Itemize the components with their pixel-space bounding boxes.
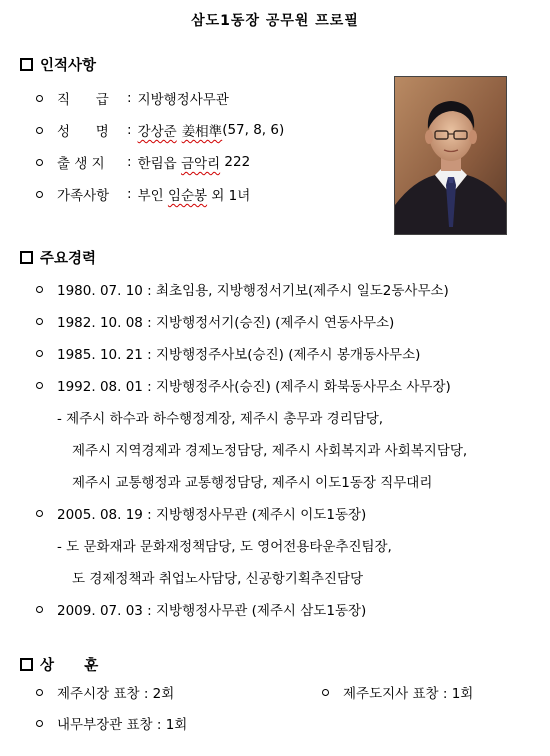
checkbox-square-icon [20, 58, 33, 71]
personal-value-family-spouse: 임순봉 [167, 188, 208, 204]
bullet-circle-icon [36, 127, 43, 134]
bullet-circle-icon [36, 720, 43, 727]
personal-value-family-pre: 부인 [137, 188, 168, 204]
career-item [36, 375, 451, 395]
bullet-circle-icon [36, 350, 43, 357]
career-text: 1982. 10. 08 : 지방행정서기(승진) (제주시 연동사무소) [57, 315, 395, 331]
personal-row-family: 가족사항 : 부인 임순봉 외 1녀 [36, 184, 250, 204]
career-text: 2005. 08. 19 : 지방행정사무관 (제주시 이도1동장) [57, 507, 367, 523]
personal-value-hanja: 姜相準 [181, 124, 223, 140]
award-item [322, 682, 473, 702]
career-subitem [72, 567, 363, 587]
bullet-circle-icon [36, 159, 43, 166]
personal-row-rank: 직 급 : 지방행정사무관 [36, 88, 229, 108]
career-subitem [72, 471, 432, 491]
personal-value-birthplace-post: 222 [220, 154, 251, 170]
personal-value-family-post: 외 1녀 [207, 188, 251, 204]
career-text: 1985. 10. 21 : 지방행정주사보(승진) (제주시 봉개동사무소) [57, 347, 421, 363]
personal-row-birthplace: 출 생 지 : 한림읍 금악리 222 [36, 152, 250, 172]
personal-label-name: 성 명 [57, 124, 109, 140]
award-item [36, 682, 174, 702]
bullet-circle-icon [322, 689, 329, 696]
personal-value-birthplace-pre: 한림읍 [137, 156, 181, 172]
career-item [36, 599, 366, 619]
bullet-circle-icon [36, 606, 43, 613]
career-text: - 제주시 하수과 하수행정계장, 제주시 총무과 경리담당, [57, 411, 384, 427]
personal-label-family: 가족사항 [57, 188, 110, 204]
career-text: 2009. 07. 03 : 지방행정사무관 (제주시 삼도1동장) [57, 603, 367, 619]
bullet-circle-icon [36, 689, 43, 696]
career-subitem [57, 407, 383, 427]
section-awards-heading [20, 654, 98, 675]
bullet-circle-icon [36, 382, 43, 389]
bullet-circle-icon [36, 95, 43, 102]
career-text: 1992. 08. 01 : 지방행정주사(승진) (제주시 화북동사무소 사무장) [57, 379, 451, 395]
personal-value-birth: (57, 8, 6) [222, 122, 285, 138]
checkbox-square-icon [20, 251, 33, 264]
personal-value-rank: 지방행정사무관 [137, 92, 229, 108]
bullet-circle-icon [36, 191, 43, 198]
career-item [36, 279, 449, 299]
career-text: - 도 문화재과 문화재정책담당, 도 영어전용타운추진팀장, [57, 539, 392, 555]
portrait-image [395, 77, 506, 234]
career-item [36, 343, 420, 363]
career-text: 1980. 07. 10 : 최초임용, 지방행정서기보(제주시 일도2동사무소) [57, 283, 449, 299]
profile-photo [394, 76, 507, 235]
checkbox-square-icon [20, 658, 33, 671]
personal-row-name: 성 명 : 강상준 姜相準 (57, 8, 6) [36, 120, 284, 140]
career-item [36, 311, 394, 331]
personal-value-name: 강상준 [137, 124, 177, 140]
section-personal-title: 인적사항 [40, 58, 97, 74]
career-text: 제주시 지역경제과 경제노정담당, 제주시 사회복지과 사회복지담당, [72, 443, 468, 459]
personal-label-rank: 직 급 [57, 92, 109, 108]
career-item [36, 503, 366, 523]
award-text: 제주시장 표창 : 2회 [57, 686, 175, 702]
section-personal-heading [20, 54, 96, 75]
page-title: 삼도1동장 공무원 프로필 [191, 13, 359, 29]
bullet-circle-icon [36, 318, 43, 325]
personal-value-birthplace-village: 금악리 [180, 156, 221, 172]
career-subitem [72, 439, 467, 459]
career-text: 제주시 교통행정과 교통행정담당, 제주시 이도1동장 직무대리 [72, 475, 433, 491]
award-text: 내무부장관 표창 : 1회 [57, 717, 188, 733]
bullet-circle-icon [36, 510, 43, 517]
career-text: 도 경제정책과 취업노사담당, 신공항기획추진담당 [72, 571, 364, 587]
bullet-circle-icon [36, 286, 43, 293]
award-item [36, 713, 187, 733]
award-text: 제주도지사 표창 : 1회 [343, 686, 474, 702]
section-career-title: 주요경력 [40, 251, 97, 267]
section-awards-title: 상 훈 [40, 658, 99, 674]
career-subitem [57, 535, 392, 555]
section-career-heading [20, 247, 96, 268]
personal-label-birthplace: 출 생 지 [57, 156, 105, 172]
